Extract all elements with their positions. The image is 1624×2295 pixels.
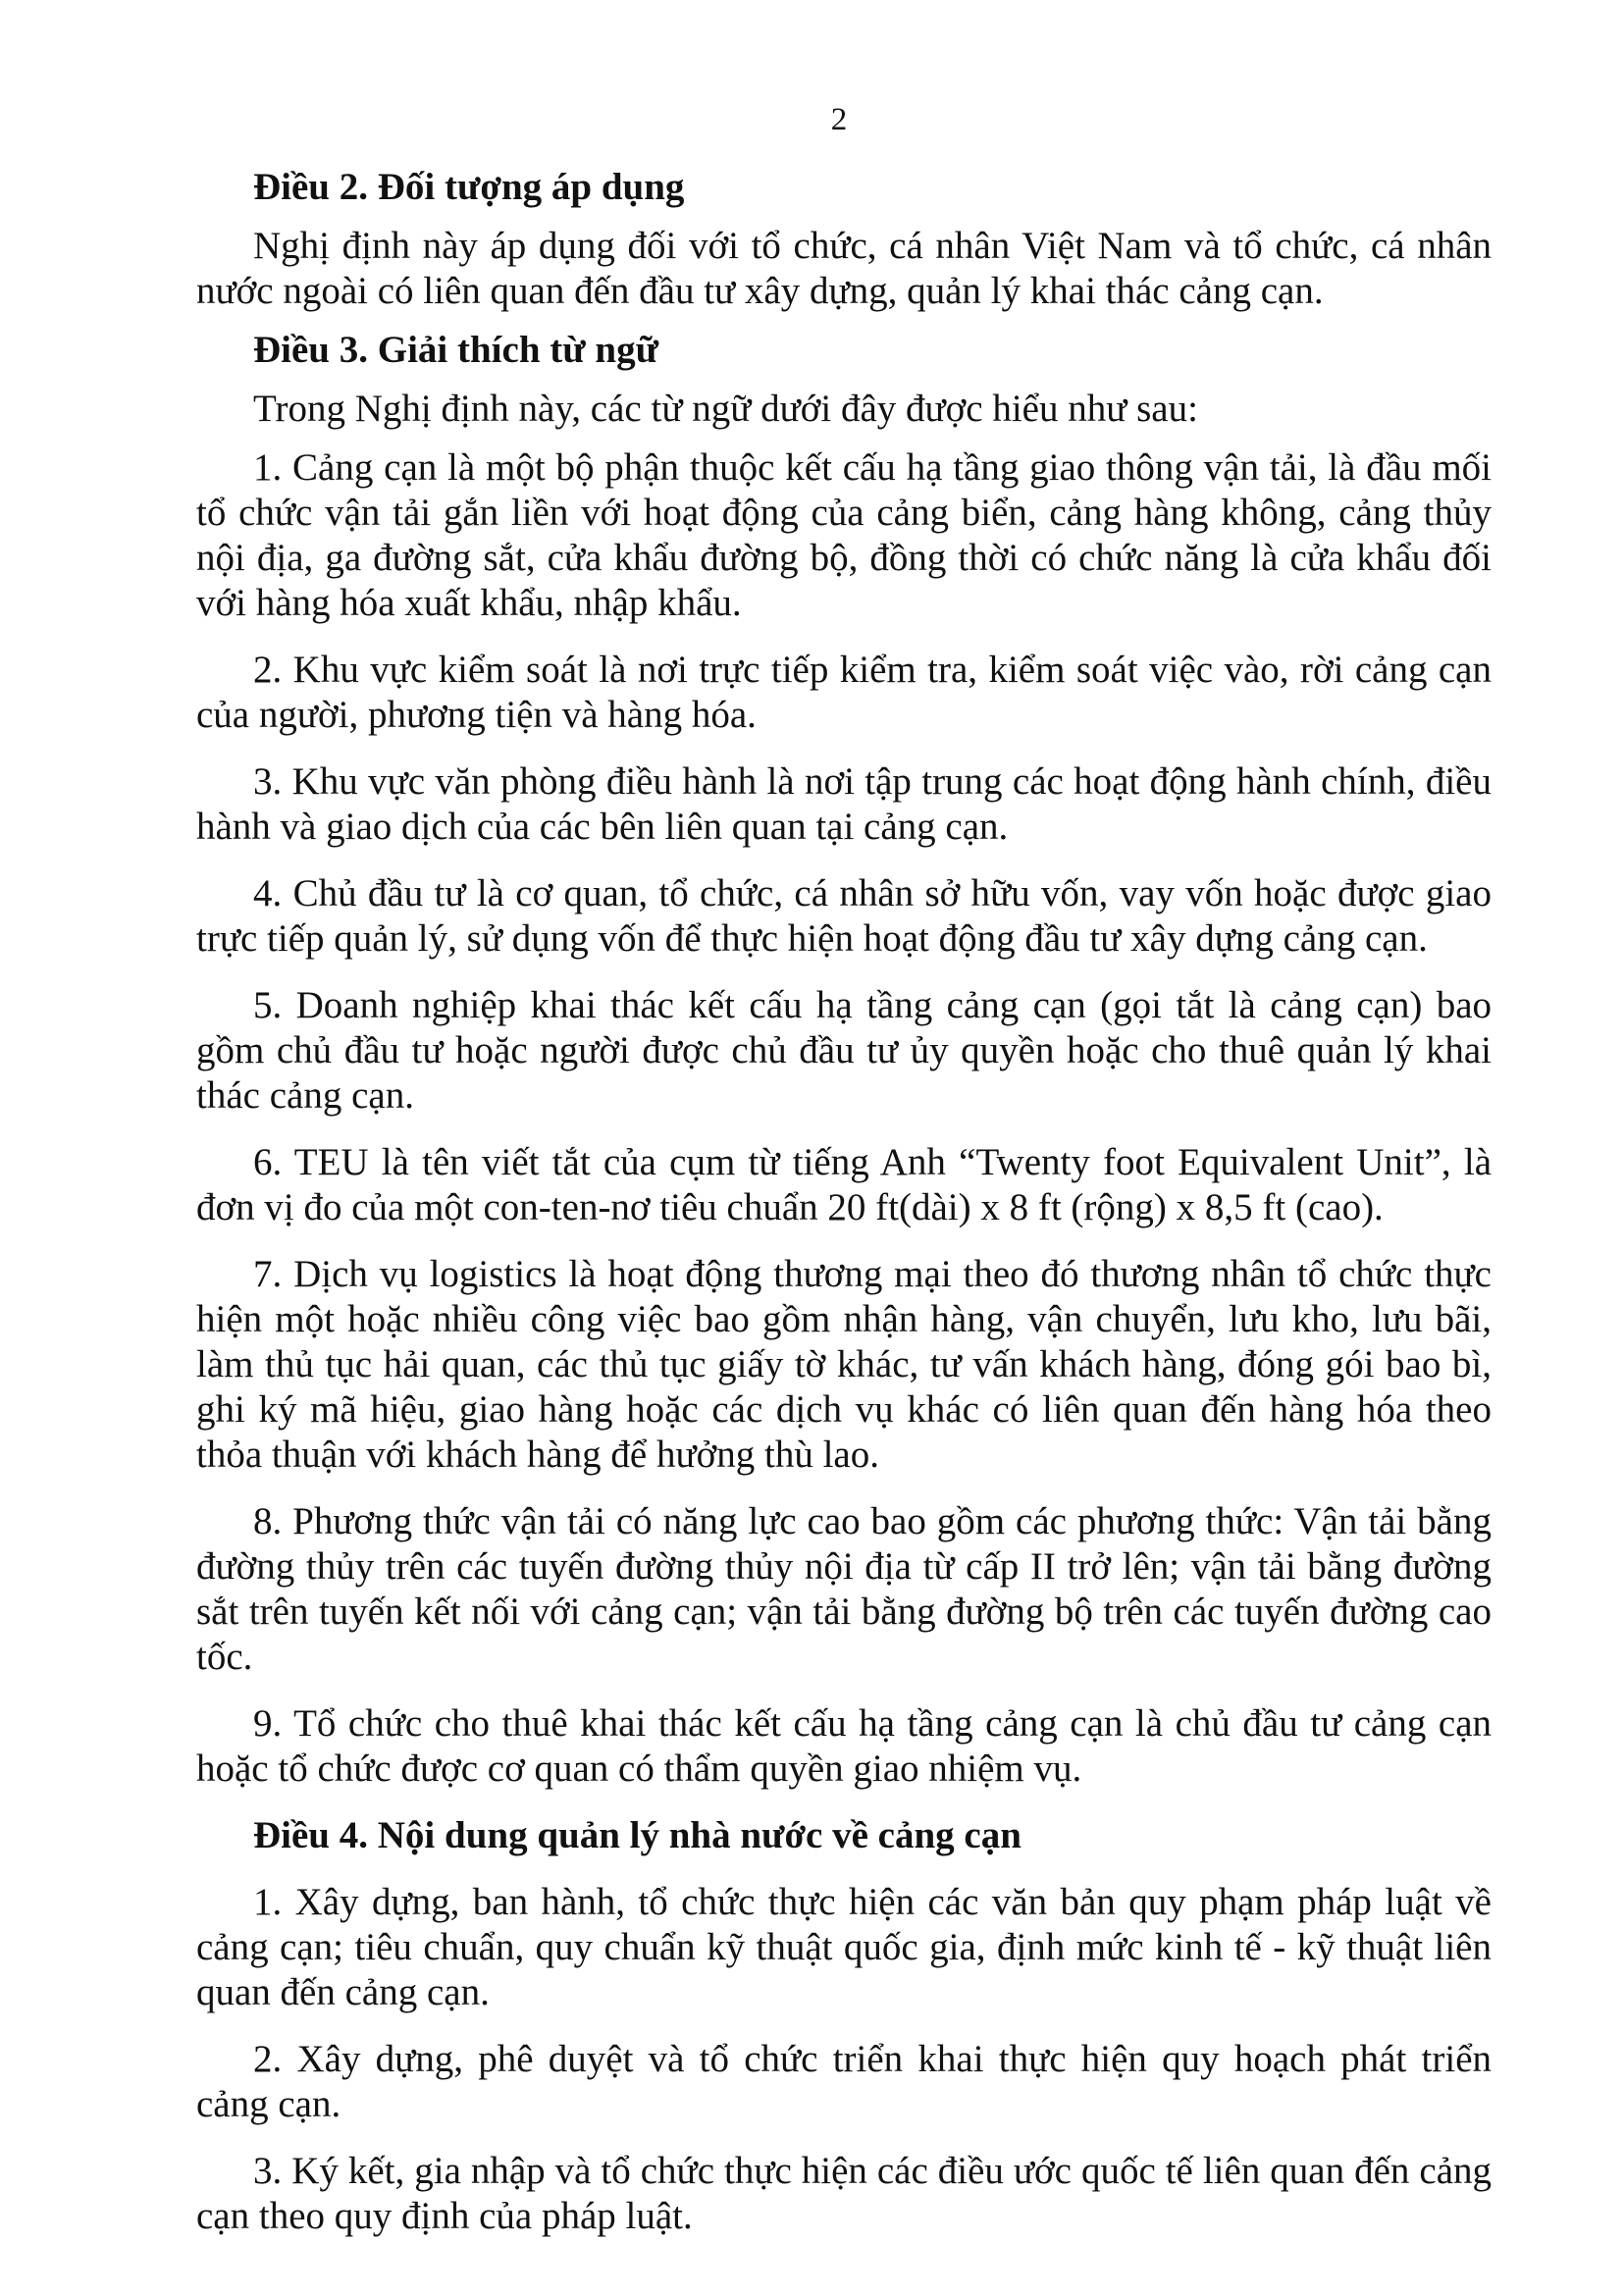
article-2-heading: Điều 2. Đối tượng áp dụng	[253, 166, 685, 208]
article-3-clause-6: 6. TEU là tên viết tắt của cụm từ tiếng Anh “Twenty foot Equivalent Unit”, là đơn vị đo của một con-ten-nơ tiêu chuẩn 20 ft(dài) x 8 ft (rộng) x 8,5 ft (cao).	[196, 1141, 1492, 1228]
document-body	[196, 165, 1492, 2239]
article-3-clause-8: 8. Phương thức vận tải có năng lực cao bao gồm các phương thức: Vận tải bằng đường thủy trên các tuyến đường thủy nội địa từ cấp II trở lên; vận tải bằng đường sắt trên tuyến kết nối với cảng cạn; vận tải bằng đường bộ trên các tuyến đường cao tốc.	[196, 1500, 1492, 1678]
article-4-clause-2: 2. Xây dựng, phê duyệt và tổ chức triển khai thực hiện quy hoạch phát triển cảng cạn.	[196, 2038, 1492, 2125]
article-3-clause-4: 4. Chủ đầu tư là cơ quan, tổ chức, cá nhân sở hữu vốn, vay vốn hoặc được giao trực tiếp quản lý, sử dụng vốn để thực hiện hoạt động đầu tư xây dựng cảng cạn.	[196, 872, 1492, 960]
article-3-clause-7: 7. Dịch vụ logistics là hoạt động thương mại theo đó thương nhân tổ chức thực hiện một hoặc nhiều công việc bao gồm nhận hàng, vận chuyển, lưu kho, lưu bãi, làm thủ tục hải quan, các thủ tục giấy tờ khác, tư vấn khách hàng, đóng gói bao bì, ghi ký mã hiệu, giao hàng hoặc các dịch vụ khác có liên quan đến hàng hóa theo thỏa thuận với khách hàng để hưởng thù lao.	[196, 1253, 1492, 1476]
article-4-heading: Điều 4. Nội dung quản lý nhà nước về cảng cạn	[253, 1814, 1022, 1856]
article-2	[196, 165, 1492, 314]
article-3-clause-3: 3. Khu vực văn phòng điều hành là nơi tập trung các hoạt động hành chính, điều hành và giao dịch của các bên liên quan tại cảng cạn.	[196, 760, 1492, 848]
article-4	[196, 1813, 1492, 2239]
article-3-clause-9: 9. Tổ chức cho thuê khai thác kết cấu hạ tầng cảng cạn là chủ đầu tư cảng cạn hoặc tổ chức được cơ quan có thẩm quyền giao nhiệm vụ.	[196, 1702, 1492, 1790]
article-3-clause-2: 2. Khu vực kiểm soát là nơi trực tiếp kiểm tra, kiểm soát việc vào, rời cảng cạn của người, phương tiện và hàng hóa.	[196, 649, 1492, 736]
page-number: 2	[830, 102, 848, 137]
article-4-clause-3: 3. Ký kết, gia nhập và tổ chức thực hiện các điều ước quốc tế liên quan đến cảng cạn theo quy định của pháp luật.	[196, 2150, 1492, 2237]
article-4-clause-1: 1. Xây dựng, ban hành, tổ chức thực hiện các văn bản quy phạm pháp luật về cảng cạn; tiêu chuẩn, quy chuẩn kỹ thuật quốc gia, định mức kinh tế - kỹ thuật liên quan đến cảng cạn.	[196, 1881, 1492, 2013]
article-2-paragraph-1: Nghị định này áp dụng đối với tổ chức, cá nhân Việt Nam và tổ chức, cá nhân nước ngoài có liên quan đến đầu tư xây dựng, quản lý khai thác cảng cạn.	[196, 225, 1492, 312]
article-3-clause-5: 5. Doanh nghiệp khai thác kết cấu hạ tầng cảng cạn (gọi tắt là cảng cạn) bao gồm chủ đầu tư hoặc người được chủ đầu tư ủy quyền hoặc cho thuê quản lý khai thác cảng cạn.	[196, 984, 1492, 1117]
article-3-heading: Điều 3. Giải thích từ ngữ	[253, 329, 659, 371]
article-3-intro: Trong Nghị định này, các từ ngữ dưới đây được hiểu như sau:	[253, 388, 1198, 430]
article-3	[196, 328, 1492, 1792]
article-3-clause-1: 1. Cảng cạn là một bộ phận thuộc kết cấu hạ tầng giao thông vận tải, là đầu mối tổ chức vận tải gắn liền với hoạt động của cảng biển, cảng hàng không, cảng thủy nội địa, ga đường sắt, cửa khẩu đường bộ, đồng thời có chức năng là cửa khẩu đối với hàng hóa xuất khẩu, nhập khẩu.	[196, 446, 1492, 624]
